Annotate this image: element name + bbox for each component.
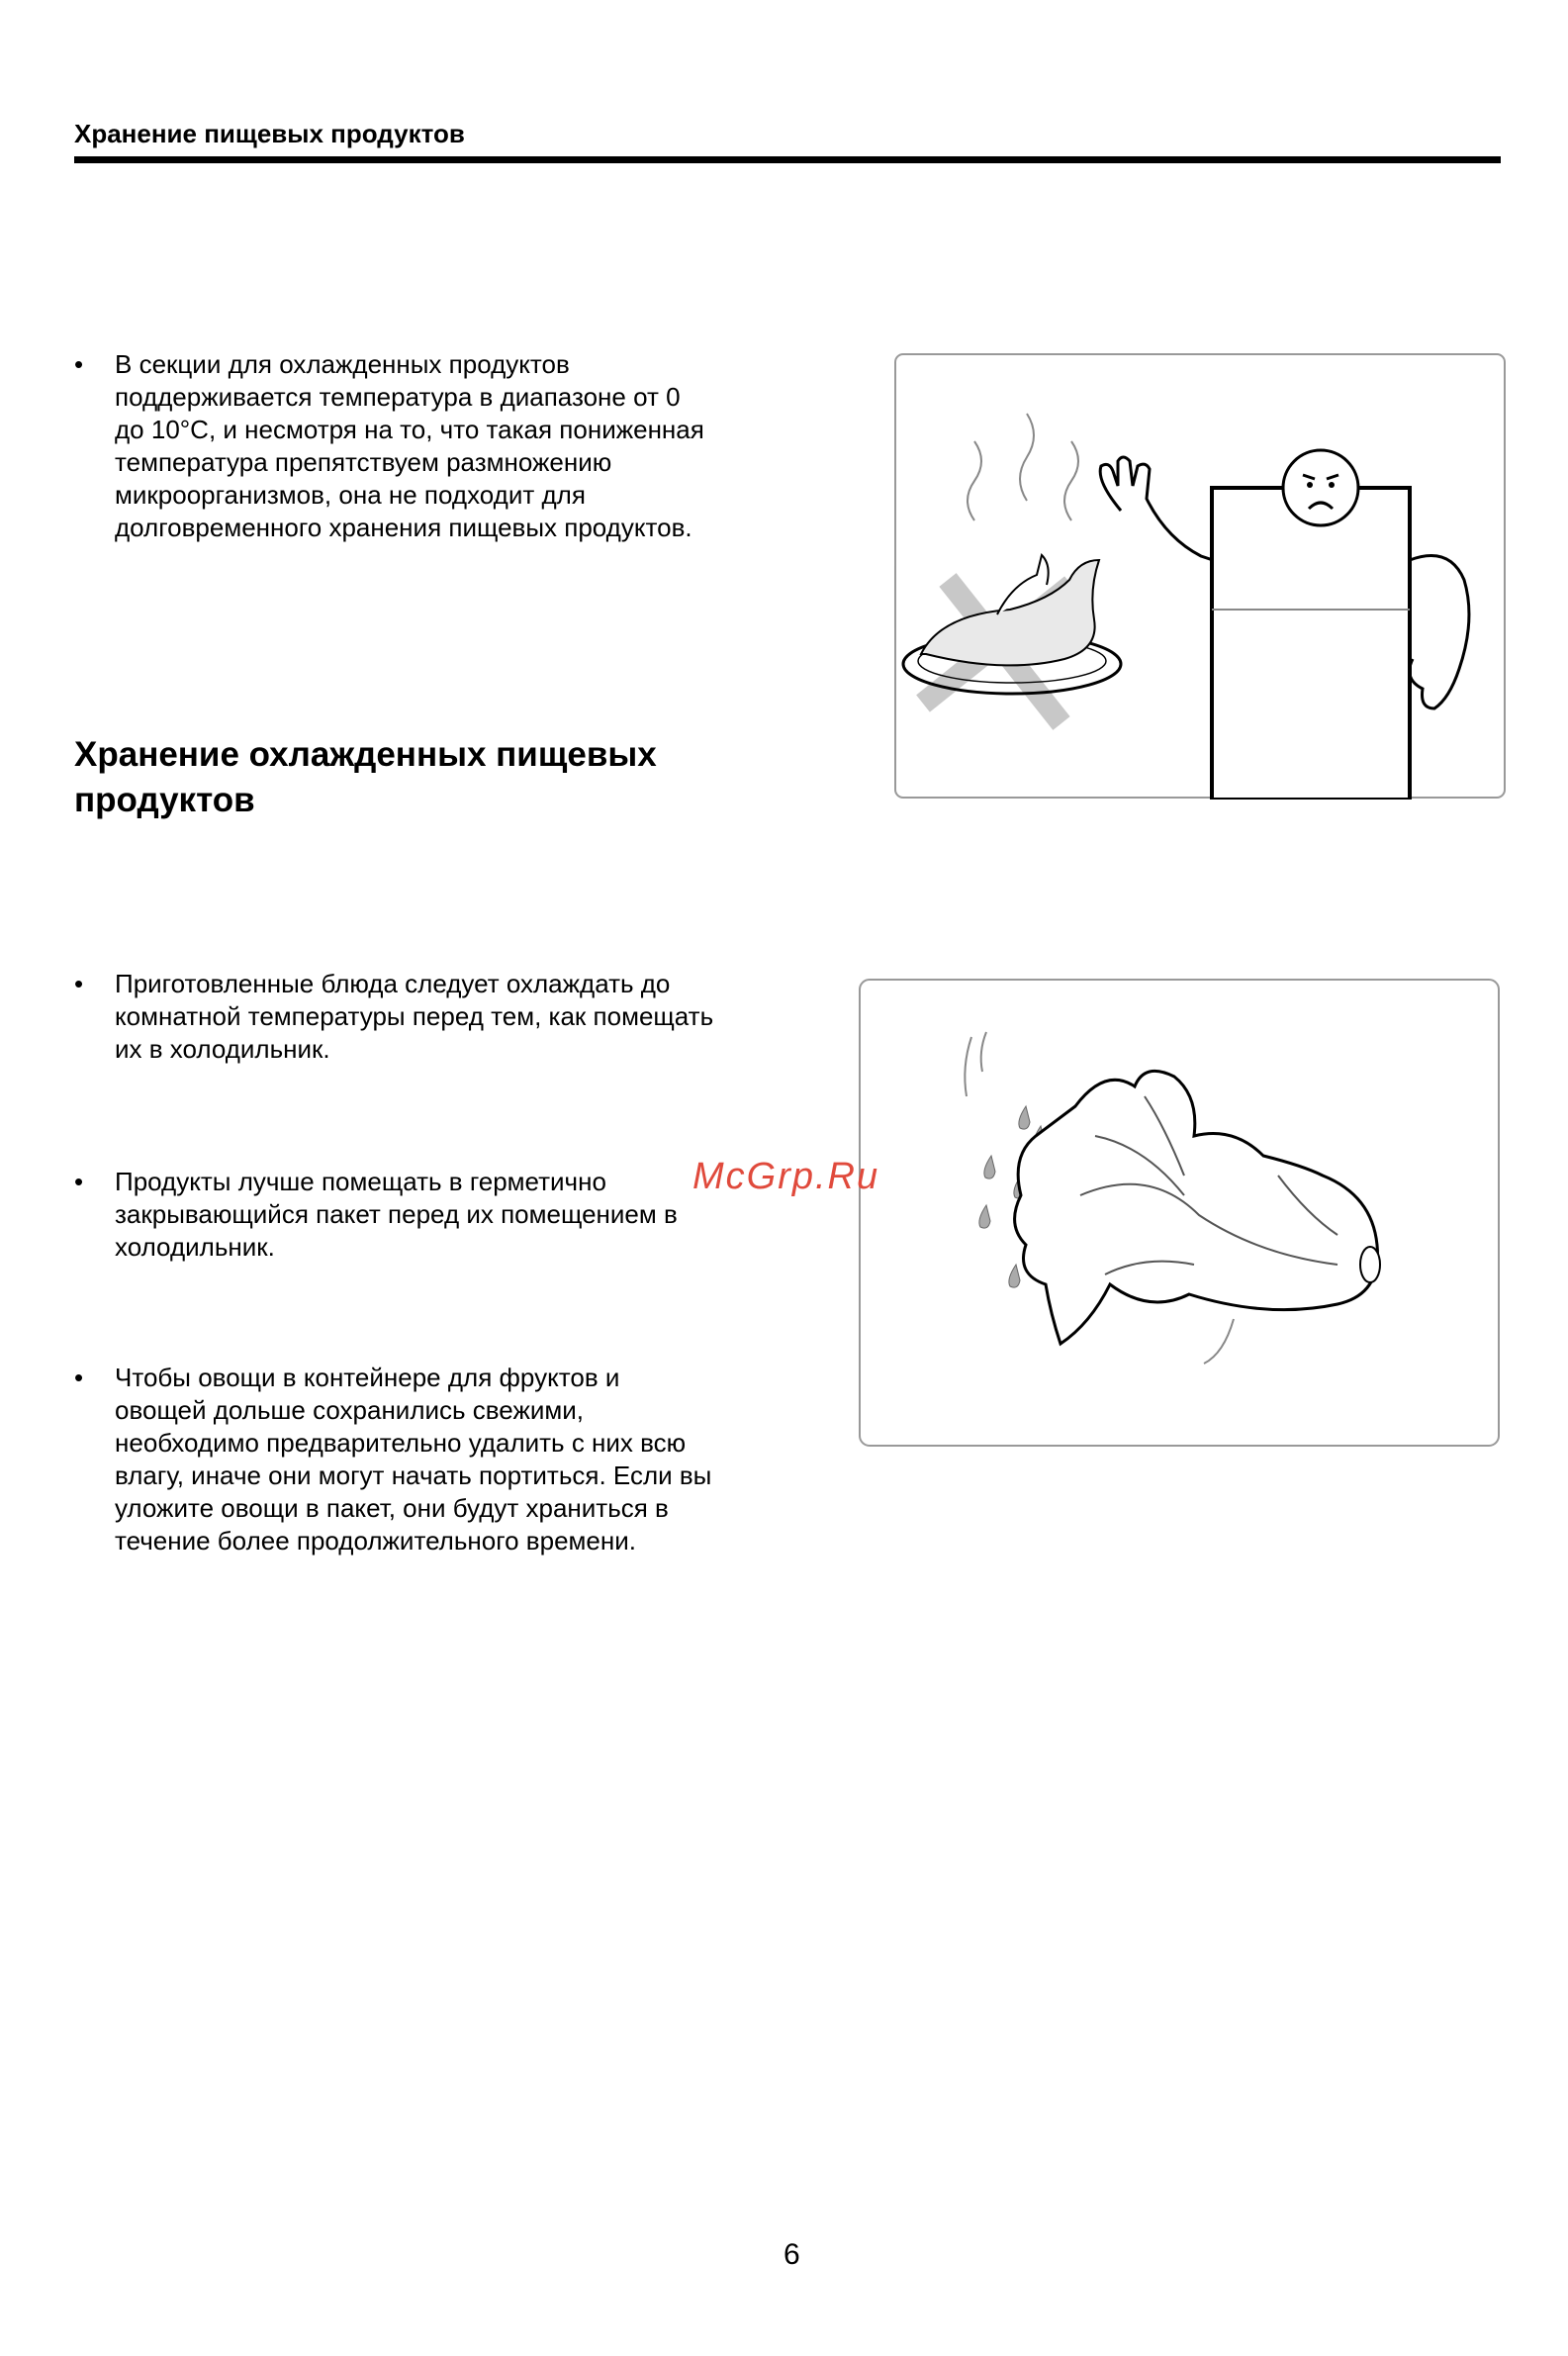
bullet-text: Продукты лучше помещать в герметично закрывающийся пакет перед их помещением в холодильник.	[115, 1167, 678, 1262]
header-rule	[74, 156, 1501, 163]
page-number: 6	[784, 2238, 800, 2271]
hot-food-fridge-illustration	[893, 352, 1507, 800]
bullet-marker: •	[74, 1167, 84, 1196]
bullet-marker: •	[74, 349, 84, 379]
lettuce-illustration	[858, 978, 1501, 1448]
bullet-marker: •	[74, 969, 84, 998]
bullet-text: Чтобы овощи в контейнере для фруктов и овощей дольше сохранились свежими, необходимо предварительно удалить с них всю влагу, иначе они могут начать портиться. Если вы уложите овощи в пакет, они будут храниться в течение более продолжительного времени.	[115, 1363, 712, 1555]
bullet-text: В секции для охлажденных продуктов поддерживается температура в диапазоне от 0 до 10°C, и несмотря на то, что такая пониженная температура препятствуем размножению микроорганизмов, она не подходит для долговременного хранения пищевых продуктов.	[115, 349, 704, 542]
bullet-marker: •	[74, 1363, 84, 1392]
bullet-text: Приготовленные блюда следует охлаждать до комнатной температуры перед тем, как помещать их в холодильник.	[115, 969, 714, 1064]
section-title: Хранение охлажденных пищевых продуктов	[74, 735, 657, 819]
page-header-title: Хранение пищевых продуктов	[74, 119, 465, 148]
watermark: McGrp.Ru	[692, 1156, 880, 1197]
